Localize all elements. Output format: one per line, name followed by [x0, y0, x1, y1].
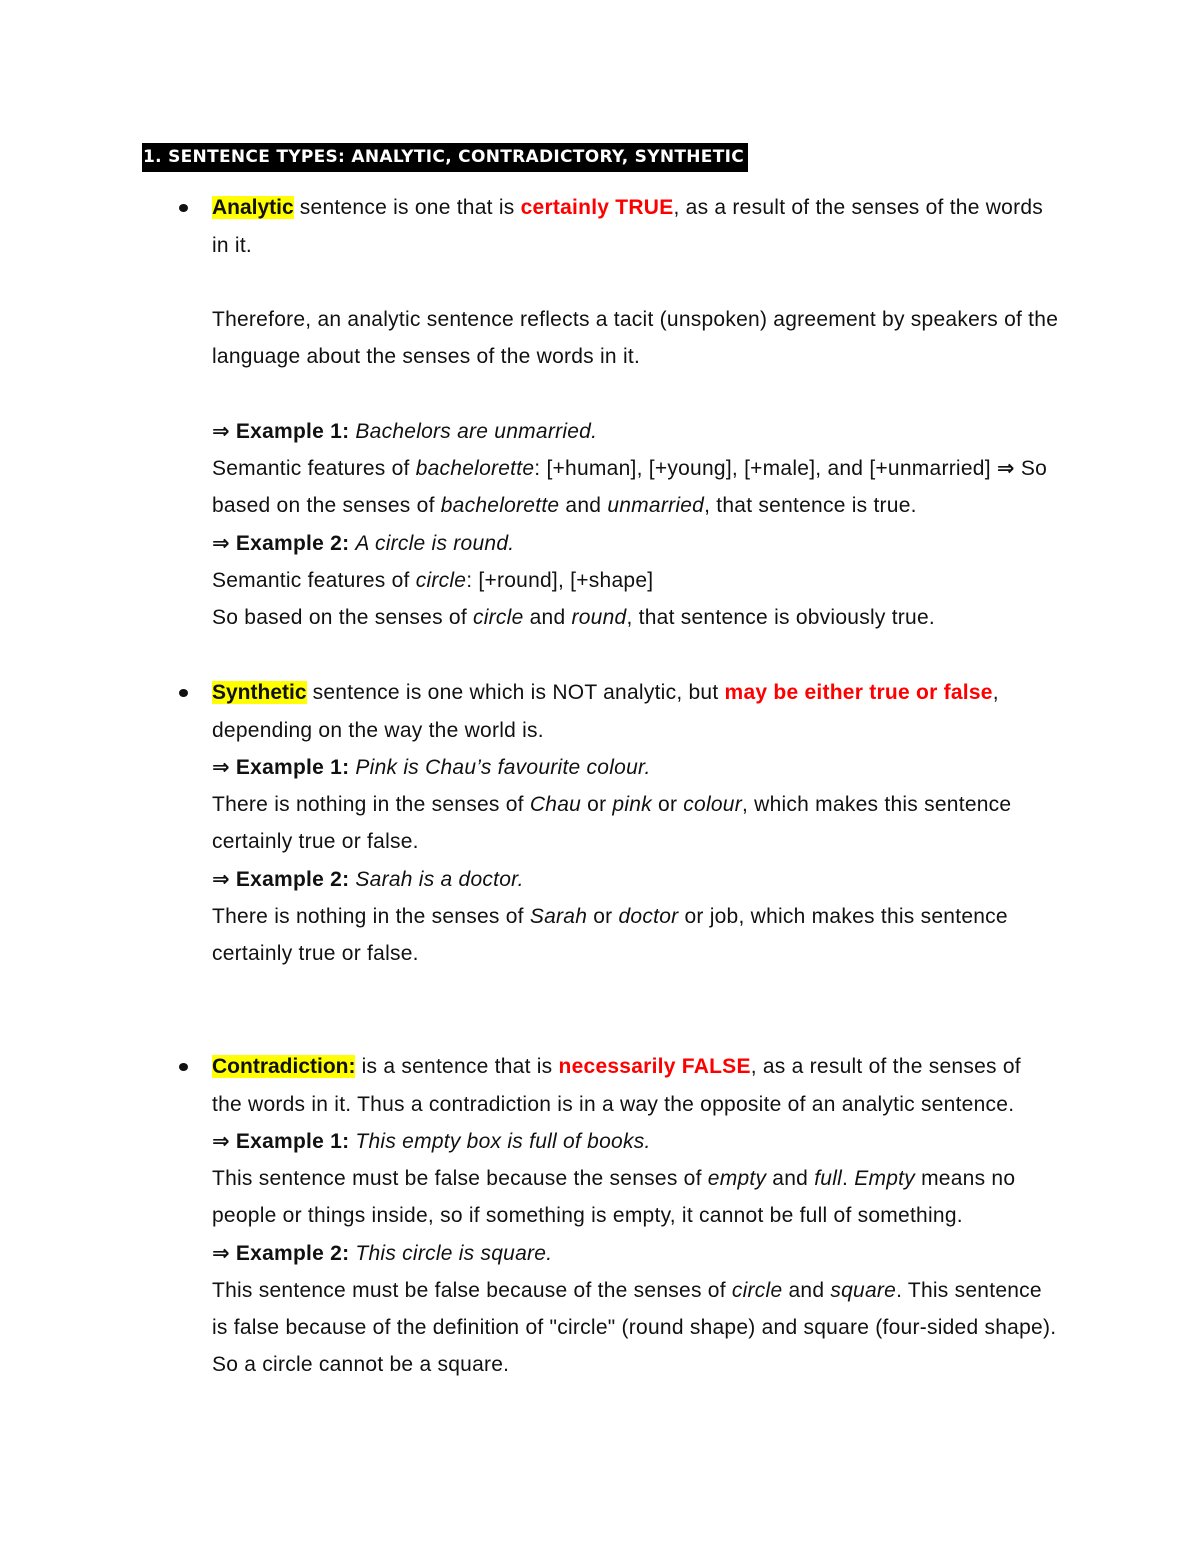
- text-span: or: [651, 793, 684, 817]
- text-span: means no: [914, 1167, 1016, 1191]
- example-sentence: A circle is round.: [355, 531, 515, 555]
- text-span: and: [766, 1167, 815, 1191]
- text-line: [212, 674, 1112, 711]
- text-line: [212, 1197, 1112, 1234]
- text-line: [212, 861, 1112, 898]
- red-emphasis: certainly TRUE: [520, 196, 674, 220]
- text-line: [212, 1346, 1112, 1383]
- text-span: and: [782, 1278, 831, 1302]
- italic-text: Sarah: [529, 904, 588, 928]
- text-span: , as a result of the senses of the words: [673, 196, 1044, 220]
- text-line: [212, 562, 1112, 599]
- red-emphasis: may be either true or false: [724, 681, 993, 705]
- text-span: is a sentence that is: [355, 1055, 559, 1079]
- text-line: [212, 450, 1112, 487]
- text-line: [212, 749, 1112, 786]
- text-span: : [+human], [+young], [+male], and [+unmarried]: [534, 457, 997, 481]
- text-line: [212, 227, 1112, 264]
- bullet-icon: [179, 1063, 188, 1071]
- red-emphasis: necessarily FALSE: [558, 1055, 751, 1079]
- text-span: people or things inside, so if something is empty, it cannot be full of something.: [212, 1204, 963, 1228]
- italic-text: circle: [415, 568, 467, 592]
- synthetic-definition: [212, 674, 1112, 972]
- text-span: Semantic features of: [212, 568, 416, 592]
- text-span: This sentence must be false because of the senses of: [212, 1278, 732, 1302]
- example-label: ⇒ Example 1:: [212, 419, 356, 443]
- italic-text: empty: [707, 1167, 767, 1191]
- term-highlight: Synthetic: [212, 681, 307, 705]
- text-line: [212, 487, 1112, 524]
- example-sentence: Pink is Chau’s favourite colour.: [355, 755, 651, 779]
- text-line: [212, 898, 1112, 935]
- text-line: [212, 1309, 1112, 1346]
- italic-text: colour: [683, 793, 742, 817]
- text-span: or job, which makes this sentence: [678, 904, 1008, 928]
- text-line: [212, 823, 1112, 860]
- text-span: , which makes this sentence: [741, 793, 1012, 817]
- example-sentence: Sarah is a doctor.: [355, 867, 524, 891]
- text-line: [212, 525, 1112, 562]
- text-line: [212, 1123, 1112, 1160]
- text-span: .: [842, 1167, 855, 1191]
- text-span: , that sentence is obviously true.: [626, 606, 935, 630]
- text-span: or: [581, 793, 613, 817]
- italic-text: doctor: [618, 904, 679, 928]
- italic-text: circle: [731, 1278, 783, 1302]
- term-highlight: Contradiction:: [212, 1055, 356, 1079]
- section-heading: 1. SENTENCE TYPES: ANALYTIC, CONTRADICTORY, SYNTHETIC: [142, 143, 748, 172]
- text-span: So: [1014, 457, 1048, 481]
- example-sentence: This empty box is full of books.: [355, 1129, 651, 1153]
- text-line: [212, 1160, 1112, 1197]
- text-line: [212, 786, 1112, 823]
- italic-text: circle: [473, 606, 524, 630]
- bullet-icon: [179, 204, 188, 212]
- text-line: [212, 413, 1112, 450]
- example-sentence: This circle is square.: [355, 1241, 553, 1265]
- text-span: ,: [992, 681, 999, 705]
- text-line: [212, 1048, 1112, 1085]
- text-line: [212, 1235, 1112, 1272]
- example-label: ⇒ Example 2:: [212, 867, 356, 891]
- example-label: ⇒ Example 1:: [212, 1129, 356, 1153]
- text-span: So a circle cannot be a square.: [212, 1353, 510, 1377]
- example-label: ⇒ Example 2:: [212, 531, 356, 555]
- text-span: . This sentence: [896, 1278, 1042, 1302]
- text-span: Therefore, an analytic sentence reflects a tacit (unspoken) agreement by speakers of the: [212, 308, 1059, 332]
- text-span: Semantic features of: [212, 457, 416, 481]
- text-span: certainly true or false.: [212, 942, 419, 966]
- text-span: , that sentence is true.: [704, 494, 917, 518]
- text-span: language about the senses of the words in it.: [212, 345, 641, 369]
- bullet-icon: [179, 689, 188, 697]
- text-span: There is nothing in the senses of: [212, 793, 530, 817]
- italic-text: full: [814, 1167, 843, 1191]
- text-line: [212, 935, 1112, 972]
- text-line: [212, 599, 1112, 636]
- italic-text: bachelorette: [440, 494, 560, 518]
- italic-text: square: [830, 1278, 897, 1302]
- text-line: [212, 712, 1112, 749]
- text-span: So based on the senses of: [212, 606, 474, 630]
- example-label: ⇒ Example 1:: [212, 755, 356, 779]
- text-line: [212, 338, 1112, 375]
- analytic-definition: [212, 189, 1112, 636]
- italic-text: unmarried: [607, 494, 705, 518]
- text-span: or: [587, 904, 619, 928]
- italic-text: pink: [612, 793, 652, 817]
- italic-text: Chau: [529, 793, 582, 817]
- example-label: ⇒ Example 2:: [212, 1241, 356, 1265]
- text-line: [212, 1086, 1112, 1123]
- text-span: is false because of the definition of "circle" (round shape) and square (four-sided shape).: [212, 1316, 1057, 1340]
- text-span: : [+round], [+shape]: [466, 568, 654, 592]
- text-line: [212, 189, 1112, 226]
- text-span: , as a result of the senses of: [750, 1055, 1021, 1079]
- term-highlight: Analytic: [212, 196, 294, 220]
- text-span: and: [523, 606, 572, 630]
- text-line: [212, 301, 1112, 338]
- text-span: sentence is one that is: [293, 196, 521, 220]
- example-sentence: Bachelors are unmarried.: [355, 419, 598, 443]
- text-span: in it.: [212, 233, 253, 257]
- italic-text: bachelorette: [415, 457, 535, 481]
- text-span: and: [559, 494, 608, 518]
- text-span: certainly true or false.: [212, 830, 419, 854]
- arrow-icon: ⇒: [996, 457, 1015, 481]
- text-span: depending on the way the world is.: [212, 718, 544, 742]
- contradiction-definition: [212, 1048, 1112, 1383]
- text-span: the words in it. Thus a contradiction is in a way the opposite of an analytic sentence.: [212, 1092, 1015, 1116]
- text-line: [212, 1272, 1112, 1309]
- text-span: This sentence must be false because the senses of: [212, 1167, 708, 1191]
- text-span: sentence is one which is NOT analytic, but: [306, 681, 725, 705]
- text-span: based on the senses of: [212, 494, 441, 518]
- text-span: There is nothing in the senses of: [212, 904, 530, 928]
- italic-text: Empty: [854, 1167, 915, 1191]
- italic-text: round: [571, 606, 627, 630]
